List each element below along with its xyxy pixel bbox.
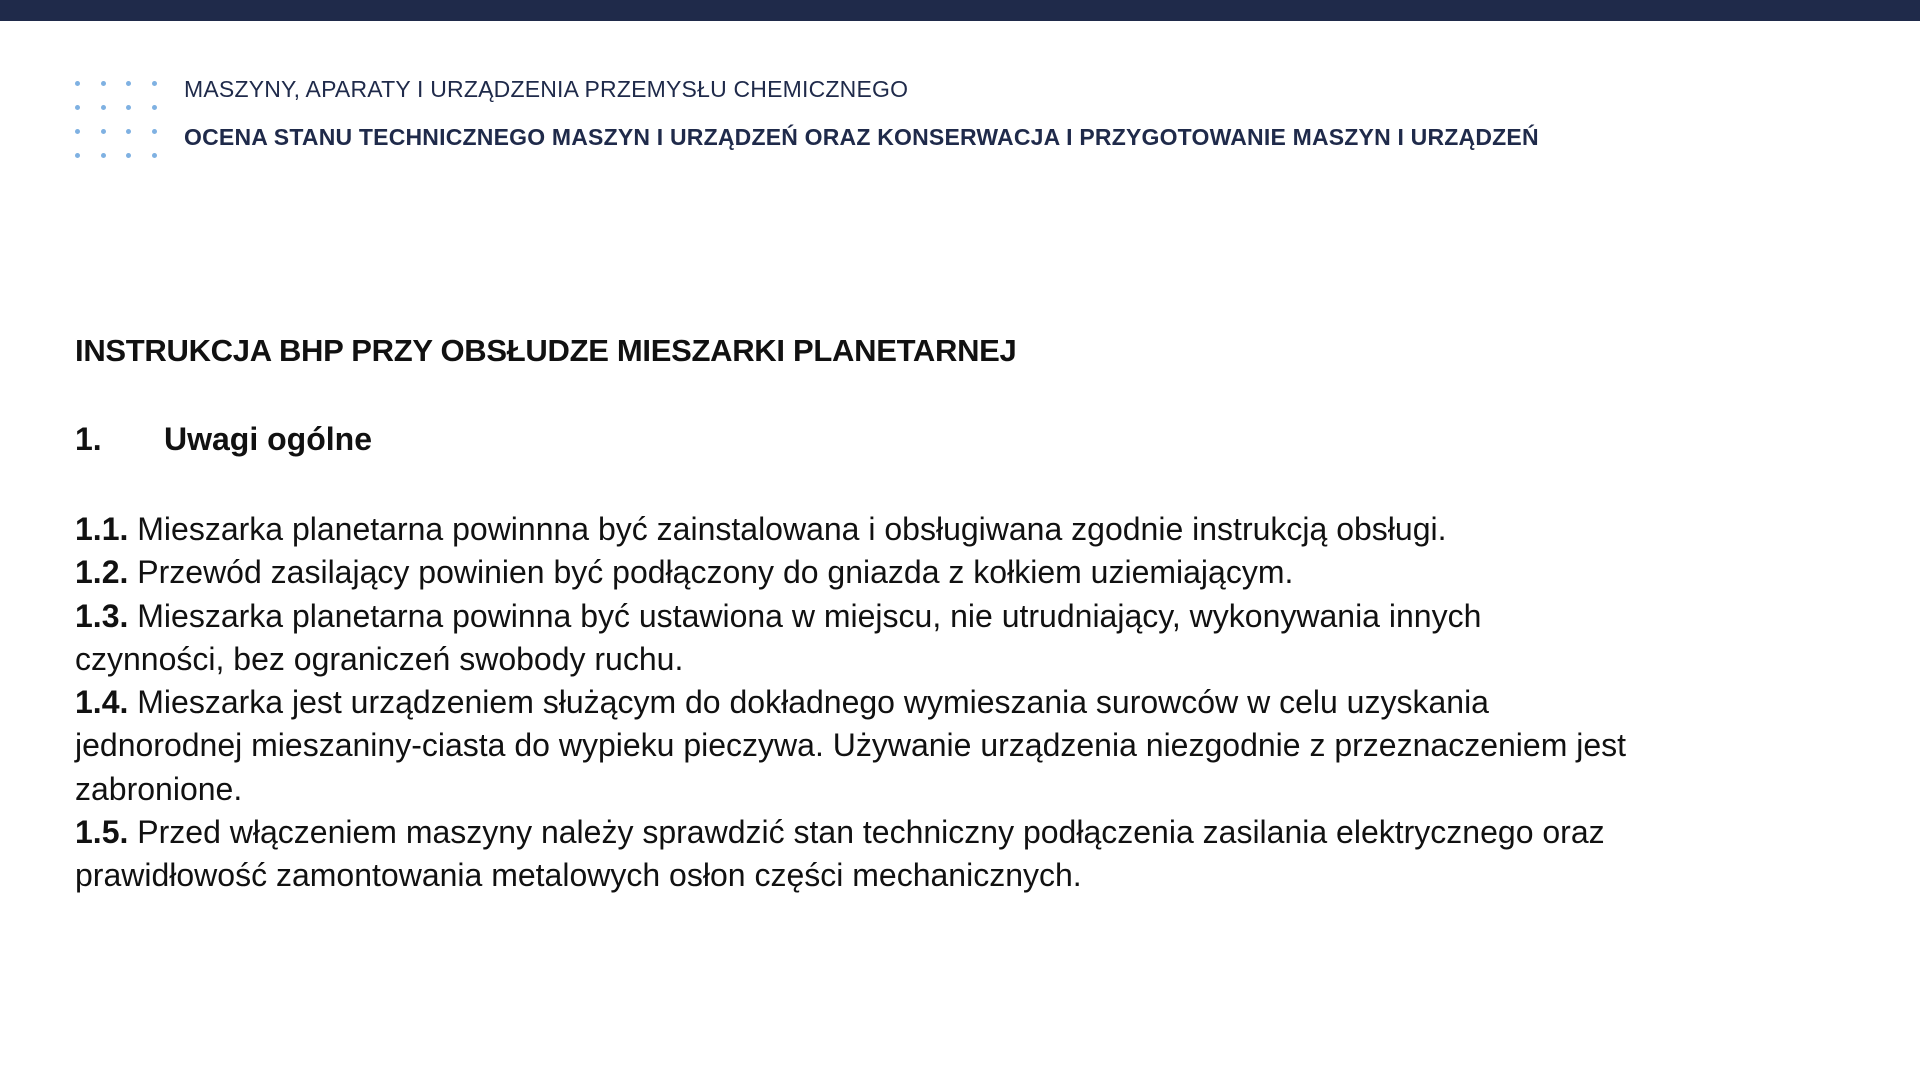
section-number: 1.	[75, 421, 102, 457]
item-number: 1.1.	[75, 511, 129, 547]
section-heading	[75, 421, 372, 458]
item-number: 1.5.	[75, 814, 129, 851]
course-title: MASZYNY, APARATY I URZĄDZENIA PRZEMYSŁU CHEMICZNEGO	[184, 76, 909, 102]
document-title: INSTRUKCJA BHP PRZY OBSŁUDZE MIESZARKI PLANETARNEJ	[75, 333, 1017, 368]
section-title: Uwagi ogólne	[164, 421, 372, 457]
module-title: OCENA STANU TECHNICZNEGO MASZYN I URZĄDZEŃ ORAZ KONSERWACJA I PRZYGOTOWANIE MASZYN I URZĄDZEŃ	[184, 124, 1539, 150]
dot	[101, 81, 106, 86]
item-text: Mieszarka jest urządzeniem służącym do dokładnego wymieszania surowców w celu uzyskania	[137, 684, 1489, 721]
dot	[152, 153, 157, 158]
item-number: 1.2.	[75, 554, 129, 591]
dot	[126, 129, 131, 134]
dot	[126, 105, 131, 110]
list-item-1-2	[75, 551, 1626, 594]
item-text: prawidłowość zamontowania metalowych osłon części mechanicznych.	[75, 857, 1082, 894]
top-bar	[0, 0, 1920, 21]
dot	[75, 81, 80, 86]
dot	[126, 81, 131, 86]
item-text: czynności, bez ograniczeń swobody ruchu.	[75, 640, 684, 677]
list-item-1-1	[75, 508, 1626, 551]
item-text: Przewód zasilający powinien być podłączony do gniazda z kołkiem uziemiającym.	[137, 554, 1294, 591]
list-item-1-4-continued	[75, 724, 1626, 767]
item-text: jednorodnej mieszaniny-ciasta do wypieku pieczywa. Używanie urządzenia niezgodnie z przeznaczeniem jest	[75, 727, 1627, 764]
item-number: 1.4.	[75, 684, 129, 721]
list-item-1-3	[75, 595, 1626, 638]
dot	[75, 129, 80, 134]
dot	[152, 81, 157, 86]
dot	[152, 129, 157, 134]
dot	[126, 153, 131, 158]
item-text: Mieszarka planetarna powinna być ustawiona w miejscu, nie utrudniający, wykonywania innych	[137, 597, 1482, 634]
dot	[101, 153, 106, 158]
list-item-1-5	[75, 811, 1626, 854]
dot	[75, 153, 80, 158]
list-item-1-4	[75, 681, 1626, 724]
dot-grid-icon	[75, 81, 157, 159]
dot	[101, 105, 106, 110]
item-text: Przed włączeniem maszyny należy sprawdzić stan techniczny podłączenia zasilania elektrycznego oraz	[137, 814, 1605, 851]
dot	[75, 105, 80, 110]
item-number: 1.3.	[75, 597, 129, 634]
item-text: Mieszarka planetarna powinnna być zainstalowana i obsługiwana zgodnie instrukcją obsługi.	[137, 511, 1447, 547]
instruction-list	[75, 508, 1626, 898]
list-item-1-4-continued	[75, 768, 1626, 811]
dot	[101, 129, 106, 134]
item-text: zabronione.	[75, 770, 243, 807]
dot	[152, 105, 157, 110]
list-item-1-3-continued	[75, 638, 1626, 681]
list-item-1-5-continued	[75, 854, 1626, 897]
